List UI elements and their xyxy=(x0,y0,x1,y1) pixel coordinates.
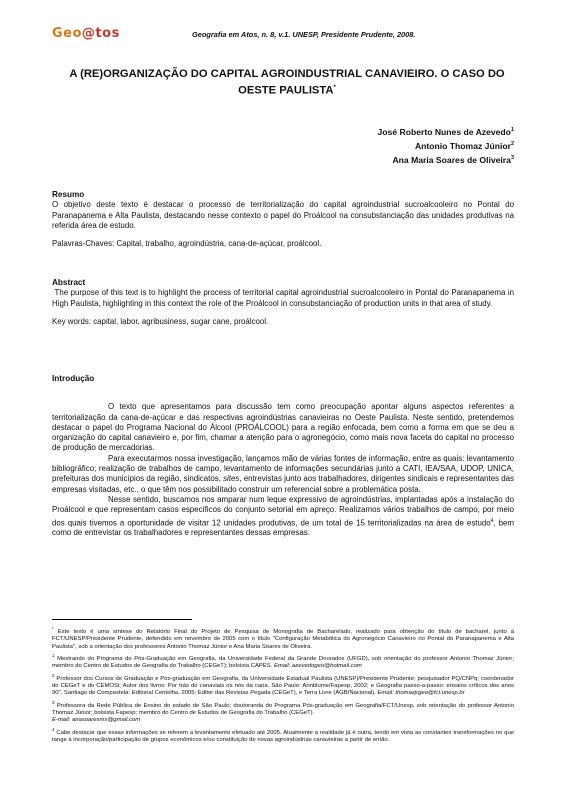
introducao-section xyxy=(52,374,514,539)
paper-title xyxy=(52,67,522,98)
author-1 xyxy=(378,124,514,138)
title-footnote-marker: * xyxy=(333,85,336,91)
p2-text-b: , entrevistas junto aos trabalhadores, dirigentes sindicais e representantes das empresas visitadas, etc., o que têm nos possibilitado construir um referencial sobre a problemática posta. xyxy=(52,474,514,494)
resumo-keywords: Palavras-Chaves: Capital, trabalho, agroindústria, cana-de-açúcar, proálcool. xyxy=(52,239,322,249)
introducao-paragraph-3 xyxy=(52,495,514,539)
footnote-3 xyxy=(52,699,514,725)
footnote-2-text: Professor dos Cursos de Graduação e Pós-graduação em Geografia, da Universidade Estadual Paulista (UNESP)/Presidente Prudente; pesquisador PQ/CNPq; coordenador do CEGeT e do CEMOSi; Autor dos livros: Por trás do canaviais os nós da cana. São Paulo: Annblume/Fapesp, 2002; e Geografia passo-a-passo: ensaios críticos dos anos 90". Santiago de Compostela: Editorial Centelha, 2005; Editor das Revistas Pegada (CEGeT), e Terra Livre (AGB/Nacional). xyxy=(52,675,514,697)
abstract-keywords: Key words: capital, labor, agribusiness, sugar cane, proálcool. xyxy=(52,316,269,326)
footnote-1-mark: 1 xyxy=(52,653,55,658)
footnote-4-text: Cabe destacar que essas informações se referem a levantamento efetuado até 2005. Atualmente a realidade já é outra, tendo em vista as constantes transformações no que tange à incorporação/participação de grupos econômicos e/ou constituição de novas agroindústrias canavieiras a partir de então. xyxy=(52,729,514,743)
footnote-1-email: Email: azevedogeo@hotmail.com xyxy=(274,663,362,670)
author-3-name: Ana Maria Soares de Oliveira xyxy=(392,154,511,165)
resumo-heading: Resumo xyxy=(52,190,85,199)
author-3 xyxy=(378,152,514,166)
footnote-2-email: Email: thomazjrgeo@fct.unesp.br xyxy=(377,690,465,697)
footnote-3-mark: 3 xyxy=(52,699,55,705)
abstract-section xyxy=(52,278,517,327)
footnote-4-mark: 4 xyxy=(52,726,55,732)
resumo-body: O objetivo deste texto é destacar o processo de territorialização do capital agroindustrial sucroalcooleiro no Pontal do Paranapanema e Alta Paulista, destacando nesse contexto o papel do Proálcool na consubstanciação das unidades produtivas na referida área de estudo. xyxy=(52,200,514,230)
p3-text-b: , bem como de entrevistar os trabalhadores e representantes dessas empresas. xyxy=(52,518,514,538)
footnote-divider xyxy=(52,619,192,620)
introducao-heading: Introdução xyxy=(52,374,95,383)
p3-text-a: Nesse sentido, buscamos nos amparar num leque expressivo de agroindústrias, implantadas após a instalação do Proálcool e que representam casos específicos do conjunto setorial em apreço. Realizamos vários trabalhos de campo, por meio dos quais tivemos a oportunidade de visitar 12 unidades produtivas, de um total de 15 territorializadas na área de estudo xyxy=(52,494,514,528)
logo-atos: @tos xyxy=(81,26,120,41)
footnotes xyxy=(52,625,514,745)
journal-logo xyxy=(52,26,120,41)
logo-geo: Geo xyxy=(52,26,82,41)
footnote-star-mark: * xyxy=(52,626,54,631)
abstract-body: The purpose of this text is to highlight the process of territorial capital agroindustrial sucroalcooleiro in Pontal do Paranapanema in High Paulista, highlighting in this context the role of the Proálcool in consubstanciação of production units in that area of study. xyxy=(52,288,517,308)
footnote-4 xyxy=(52,726,514,745)
footnote-1-text: Mestrando do Programa de Pós-Graduação em Geografia, da Universidade Federal da Grande Dourados (UFGD), sob orientação do professor Antonio Thomaz Júnior; membro do Centro de Estudos de Geografia do Trabalho (CEGeT); bolsista CAPES. xyxy=(52,655,514,670)
author-1-note: 1 xyxy=(510,127,514,133)
abstract-heading: Abstract xyxy=(52,278,86,287)
author-3-note: 3 xyxy=(510,154,514,161)
introducao-paragraph-2 xyxy=(52,454,514,495)
author-list xyxy=(378,124,514,166)
author-2-name: Antonio Thomaz Júnior xyxy=(414,140,511,151)
journal-reference: Geografia em Atos, n. 8, v.1. UNESP, Presidente Prudente, 2008. xyxy=(192,30,416,39)
title-text: A (RE)ORGANIZAÇÃO DO CAPITAL AGROINDUSTRIAL CANAVIEIRO. O CASO DO OESTE PAULISTA xyxy=(69,68,505,97)
author-2-note: 2 xyxy=(510,140,514,147)
author-2 xyxy=(378,138,514,152)
footnote-3-text: Professora da Rede Pública de Ensino do estado de São Paulo; doutoranda do Programa Pós-graduação em Geografia/FCT/Unesp, sob orientação do professor Antonio Thomaz Júnior; bolsista Fapesp; membro do Centro de Estudos de Geografia do Trabalho (CEGeT). xyxy=(52,702,514,716)
p3-footnote-marker: 4 xyxy=(490,517,494,524)
introducao-paragraph-1: O texto que apresentamos para discussão tem como preocupação apontar alguns aspectos referentes a territorialização da cana-de-açúcar e das respectivas agroindústrias canavieiras no Oeste Paulista. Neste sentido, pretendemos destacar o papel do Programa Nacional do Álcool (PROÁLCOOL) para a região enfocada, bem como a forma em que se deu a organização do capital canavieiro e, por fim, chamar a atenção para o agronegócio, como mais nova faceta do capital no processo de produção de mercadorias. xyxy=(52,402,514,453)
page-header xyxy=(52,26,522,48)
footnote-star xyxy=(52,625,514,651)
footnote-2 xyxy=(52,672,514,698)
resumo-section xyxy=(52,190,514,249)
footnote-3-email: E-mail: anasoaresms@gmail.com xyxy=(52,717,141,724)
p2-italic-sites: sites xyxy=(223,474,240,484)
author-1-name: José Roberto Nunes de Azevedo xyxy=(377,126,511,137)
footnote-1 xyxy=(52,652,514,671)
p2-text-a: Para executarmos nossa investigação, lançamos mão de várias fontes de informação, entre as quais: levantamento bibliográfico; realização de trabalhos de campo, levantamento de informações secundárias junto a CATI, IEA/SAA, UDOP, UNICA, prefeituras dos municípios da região, sindicatos, xyxy=(52,453,514,484)
footnote-2-mark: 2 xyxy=(52,672,55,678)
footnote-star-text: Este texto é uma síntese do Relatório Final do Projeto de Pesquisa de Monografia de Bacharelado, realizado para obtenção do título de bacharel, junto à FCT/UNESP/Presidente Prudente, defendido em novembro de 2005 com o título "Configuração Metabólica do Agronegócio Canavieiro no Pontal do Paranapanema e Alta Paulista", sob a orientação dos professores Antonio Thomaz Júnior e Ana Maria Soares de Oliveira. xyxy=(52,628,514,650)
